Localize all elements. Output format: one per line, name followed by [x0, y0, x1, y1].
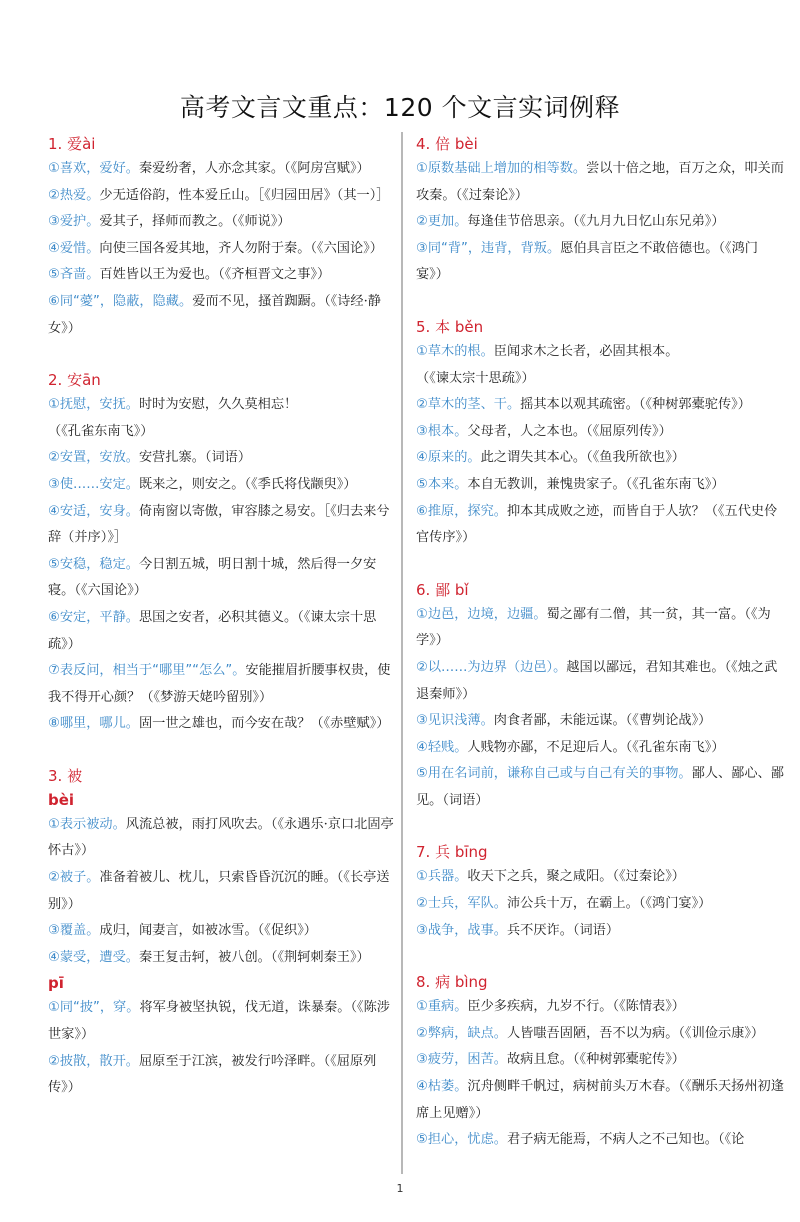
example-sentence: 屈原至于江滨，被发行吟泽畔。 [138, 1053, 324, 1069]
sense-meaning: ⑥推原，探究。 [416, 503, 507, 519]
sense-item [416, 1047, 784, 1074]
source-citation: （《齐桓晋文之事》） [218, 267, 331, 283]
sense-item [48, 183, 400, 210]
entry-heading: 3. 被 [48, 766, 83, 785]
example-sentence: 愿伯具言臣之不敢倍德也。 [560, 240, 719, 256]
sense-item [416, 339, 784, 392]
sense-meaning: ⑥同“薆”，隐蔽，隐藏。 [48, 293, 193, 309]
pinyin-reading: bèi [48, 790, 75, 809]
example-sentence: 沉舟侧畔千帆过，病树前头万木春。 [467, 1079, 679, 1095]
sense-item [416, 1021, 784, 1048]
source-citation: （《谏太宗十思疏》） [416, 370, 535, 386]
word-entry [416, 840, 784, 944]
sense-meaning: ④原来的。 [416, 450, 481, 466]
example-sentence: 安能摧眉折腰事权贵，使我不得开心颜？ [48, 663, 391, 705]
sense-meaning: ③见识浅薄。 [416, 713, 494, 729]
source-citation: （《永遇乐·京口北固亭怀古》） [48, 816, 394, 859]
source-citation: （《孔雀东南飞》） [625, 476, 725, 492]
source-citation: （《孔雀东南飞》） [48, 423, 154, 439]
sense-item [416, 499, 784, 552]
source-citation: （《过秦论》） [455, 187, 529, 203]
sense-item [48, 812, 400, 865]
sense-item [48, 289, 400, 342]
example-sentence: 沛公兵十万，在霸上。 [506, 896, 639, 912]
sense-meaning: ①原数基础上增加的相等数。 [416, 161, 587, 176]
sense-meaning: ③爱护。 [48, 214, 100, 230]
source-citation: （《为学》） [416, 606, 771, 649]
entry-heading: 1. 爱ài [48, 135, 96, 153]
sense-item [416, 445, 784, 472]
source-citation: （《烛之武退秦师》） [416, 659, 778, 702]
source-citation: （《鸿门宴》） [638, 896, 712, 912]
sense-meaning: ①重病。 [416, 999, 468, 1015]
example-sentence: 鄙人、鄙心、鄙见。 [416, 766, 784, 808]
example-sentence: 肉食者鄙，未能远谋。 [493, 713, 626, 729]
sense-item [416, 209, 784, 236]
example-sentence: 少无适俗韵，性本爱丘山。 [99, 187, 258, 203]
example-sentence: 爱其子，择师而教之。 [99, 214, 232, 230]
sense-item [416, 602, 784, 655]
sense-meaning: ③根本。 [416, 423, 468, 439]
sense-item [48, 156, 400, 183]
sense-item [416, 735, 784, 762]
example-sentence: 臣闻求木之长者，必固其根本。 [493, 343, 679, 359]
page-number: 1 [396, 1182, 404, 1195]
source-citation: （《荆轲刺秦王》） [270, 949, 370, 965]
source-citation: （《谏太宗十思疏》） [48, 609, 377, 652]
sense-item [416, 472, 784, 499]
example-sentence: 秦王复击轲，被八创。 [138, 949, 271, 965]
sense-item [416, 1074, 784, 1127]
sense-meaning: ③战争，战事。 [416, 922, 507, 938]
example-sentence: 每逢佳节倍思亲。 [467, 214, 573, 230]
sense-meaning: ④蒙受，遭受。 [48, 949, 139, 965]
source-citation: （《梦游天姥吟留别》） [140, 689, 273, 705]
sense-item [48, 236, 400, 263]
sense-meaning: ④安适，安身。 [48, 503, 139, 519]
example-sentence: 成归，闻妻言，如被冰雪。 [99, 923, 258, 939]
source-citation: （词语） [442, 792, 489, 808]
source-citation: （《鱼我所欲也》） [586, 450, 685, 466]
entry-heading: 2. 安ān [48, 371, 101, 390]
sense-item [416, 236, 784, 289]
example-sentence: 百姓皆以王为爱也。 [99, 267, 219, 283]
example-sentence: 固一世之雄也，而今安在哉？ [138, 716, 311, 732]
sense-item [416, 918, 784, 945]
example-sentence: 准备着被儿、枕儿，只索昏昏沉沉的睡。 [99, 870, 337, 886]
example-sentence: 此之谓失其本心。 [480, 450, 587, 466]
entry-heading: 6. 鄙 bǐ [416, 580, 469, 599]
sense-meaning: ⑤本来。 [416, 476, 468, 492]
example-sentence: 将军身被坚执锐，伐无道，诛暴秦。 [139, 1000, 351, 1016]
example-sentence: 收天下之兵，聚之咸阳。 [467, 869, 613, 885]
example-sentence: 今日割五城，明日割十城，然后得一夕安寝。 [48, 556, 377, 599]
sense-item [48, 605, 400, 658]
example-sentence: 人贱物亦鄙，不足迎后人。 [467, 739, 626, 755]
source-citation: （词语） [204, 450, 252, 466]
sense-meaning: ⑤吝啬。 [48, 267, 100, 283]
sense-item [416, 994, 784, 1021]
source-citation: （《促织》） [257, 923, 317, 939]
example-sentence: 时时为安慰，久久莫相忘！ [138, 397, 298, 413]
sense-item [416, 655, 784, 708]
page-title: 高考文言文重点：120 个文言实词例释 [179, 93, 621, 122]
example-sentence: 故病且怠。 [506, 1052, 573, 1068]
sense-meaning: ①兵器。 [416, 869, 468, 885]
sense-meaning: ②热爱。 [48, 187, 100, 203]
word-entry [48, 132, 400, 342]
source-citation: （《过秦论》） [612, 869, 685, 885]
example-sentence: 风流总被，雨打风吹去。 [125, 816, 271, 832]
right-column [416, 132, 784, 1180]
entry-heading: 8. 病 bìng [416, 973, 488, 992]
word-entry [416, 970, 784, 1154]
sense-meaning: ③同“背”，违背，背叛。 [416, 240, 561, 256]
sense-item [416, 1127, 784, 1154]
example-sentence: 摇其本以观其疏密。 [520, 397, 639, 413]
example-sentence: 爱而不见，搔首踟蹰。 [192, 293, 325, 309]
example-sentence: 向使三国各爱其地，齐人勿附于秦。 [99, 240, 311, 256]
example-sentence: 父母者，人之本也。 [467, 423, 587, 439]
sense-meaning: ⑤用在名词前，谦称自己或与自己有关的事物。 [416, 766, 692, 782]
sense-meaning: ②士兵，军队。 [416, 896, 507, 912]
source-citation: （《孔雀东南飞》） [625, 739, 725, 755]
sense-meaning: ③使……安定。 [48, 476, 139, 492]
source-citation: （《长亭送别》） [48, 870, 390, 912]
sense-item [48, 445, 400, 472]
sense-meaning: ①边邑，边境，边疆。 [416, 606, 547, 622]
sense-item [48, 995, 400, 1048]
sense-item [416, 761, 784, 814]
sense-item [48, 658, 400, 711]
example-sentence: 秦爱纷奢，人亦念其家。 [138, 161, 285, 176]
example-sentence: 臣少多疾病，九岁不行。 [467, 999, 613, 1015]
example-sentence: 安营扎寨。 [138, 450, 205, 466]
word-entry [416, 578, 784, 815]
word-entry [48, 368, 400, 738]
sense-item [48, 1049, 400, 1102]
sense-meaning: ①抚慰，安抚。 [48, 397, 139, 413]
sense-item [48, 392, 400, 445]
sense-item [48, 262, 400, 289]
sense-meaning: ⑧哪里，哪儿。 [48, 716, 139, 732]
sense-item [416, 156, 784, 209]
sense-meaning: ③覆盖。 [48, 923, 100, 939]
word-entry [416, 315, 784, 552]
example-sentence: 本自无教训，兼愧贵家子。 [467, 476, 626, 492]
example-sentence: 思国之安者，必积其德义。 [138, 609, 298, 625]
example-sentence: 人皆嗤吾固陋，吾不以为病。 [506, 1025, 679, 1041]
sense-meaning: ①草木的根。 [416, 343, 494, 359]
example-sentence: 既来之，则安之。 [138, 476, 245, 492]
source-citation: （《鸿门宴》） [416, 240, 758, 283]
entry-heading: 7. 兵 bīng [416, 843, 488, 862]
sense-item [48, 209, 400, 236]
source-citation: （《六国论》） [74, 583, 147, 599]
source-citation: （《曹刿论战》） [625, 713, 712, 729]
sense-meaning: ②被子。 [48, 870, 100, 886]
example-sentence: 蜀之鄙有二僧，其一贫，其一富。 [546, 606, 745, 622]
example-sentence: 尝以十倍之地，百万之众，叩关而攻秦。 [416, 161, 784, 203]
source-citation: （《陈情表》） [612, 999, 685, 1015]
sense-meaning: ①同“披”，穿。 [48, 1000, 140, 1016]
source-citation: （《五代史伶官传序》） [416, 503, 778, 546]
sense-meaning: ②弊病，缺点。 [416, 1025, 507, 1041]
source-citation: （《阿房宫赋》） [284, 161, 370, 176]
sense-meaning: ③疲劳，困苦。 [416, 1052, 507, 1068]
sense-meaning: ②披散，散开。 [48, 1053, 139, 1069]
sense-meaning: ②更加。 [416, 214, 468, 230]
sense-item [48, 918, 400, 945]
source-citation: （《陈涉世家》） [48, 1000, 390, 1043]
source-citation: （《种树郭橐驼传》） [638, 397, 751, 413]
sense-item [416, 864, 784, 891]
source-citation: （词语） [572, 922, 620, 938]
sense-meaning: ②草木的茎、干。 [416, 397, 521, 413]
example-sentence: 越国以鄙远，君知其难也。 [566, 659, 725, 675]
column-divider [401, 132, 403, 1174]
example-sentence: 抑本其成败之迹，而皆自于人欤？ [506, 503, 705, 519]
sense-item [48, 865, 400, 918]
sense-meaning: ⑤安稳，稳定。 [48, 556, 139, 572]
source-citation: （《屈原列传》） [586, 423, 672, 439]
pinyin-reading: pī [48, 974, 64, 993]
left-column [48, 132, 400, 1128]
example-sentence: 君子病无能焉，不病人之不己知也。 [506, 1132, 718, 1148]
source-citation: （《六国论》） [310, 240, 383, 256]
sense-item [48, 711, 400, 738]
source-citation: （《诗经·静女》） [48, 293, 381, 336]
source-citation: （《论 [717, 1132, 745, 1148]
sense-item [48, 945, 400, 972]
source-citation: （《九月九日忆山东兄弟》） [572, 214, 725, 230]
sense-item [416, 419, 784, 446]
sense-meaning: ②以……为边界（边邑）。 [416, 659, 567, 675]
sense-item [48, 552, 400, 605]
source-citation: （《季氏将伐颛臾》） [244, 476, 357, 492]
sense-meaning: ①喜欢，爱好。 [48, 161, 139, 176]
word-entry [416, 132, 784, 289]
example-sentence: 兵不厌诈。 [506, 922, 573, 938]
sense-item [48, 472, 400, 499]
example-sentence: 倚南窗以寄傲，审容膝之易安。 [138, 503, 324, 519]
source-citation: （《酬乐天扬州初逢席上见赠》） [416, 1079, 784, 1121]
word-entry [48, 764, 400, 1102]
sense-item [416, 891, 784, 918]
sense-meaning: ①表示被动。 [48, 816, 126, 832]
sense-meaning: ④枯萎。 [416, 1079, 468, 1095]
source-citation: （《赤壁赋》） [310, 716, 390, 732]
source-citation: （《师说》） [231, 214, 291, 230]
sense-meaning: ⑥安定，平静。 [48, 609, 139, 625]
source-citation: ［《归去来兮辞（并序）》］ [48, 503, 390, 546]
source-citation: （《训俭示康》） [678, 1025, 765, 1041]
entry-heading: 5. 本 běn [416, 317, 484, 336]
source-citation: （《屈原列传》） [48, 1053, 377, 1096]
sense-meaning: ④轻贱。 [416, 739, 468, 755]
sense-meaning: ④爱惜。 [48, 240, 100, 256]
sense-meaning: ②安置，安放。 [48, 450, 139, 466]
source-citation: （《种树郭橐驼传》） [572, 1052, 685, 1068]
sense-meaning: ⑤担心，忧虑。 [416, 1132, 507, 1148]
sense-item [48, 499, 400, 552]
entry-heading: 4. 倍 bèi [416, 135, 478, 153]
sense-meaning: ⑦表反问，相当于“哪里”“怎么”。 [48, 663, 246, 679]
sense-item [416, 708, 784, 735]
sense-item [416, 392, 784, 419]
source-citation: ［《归园田居》（其一）］ [257, 187, 390, 203]
